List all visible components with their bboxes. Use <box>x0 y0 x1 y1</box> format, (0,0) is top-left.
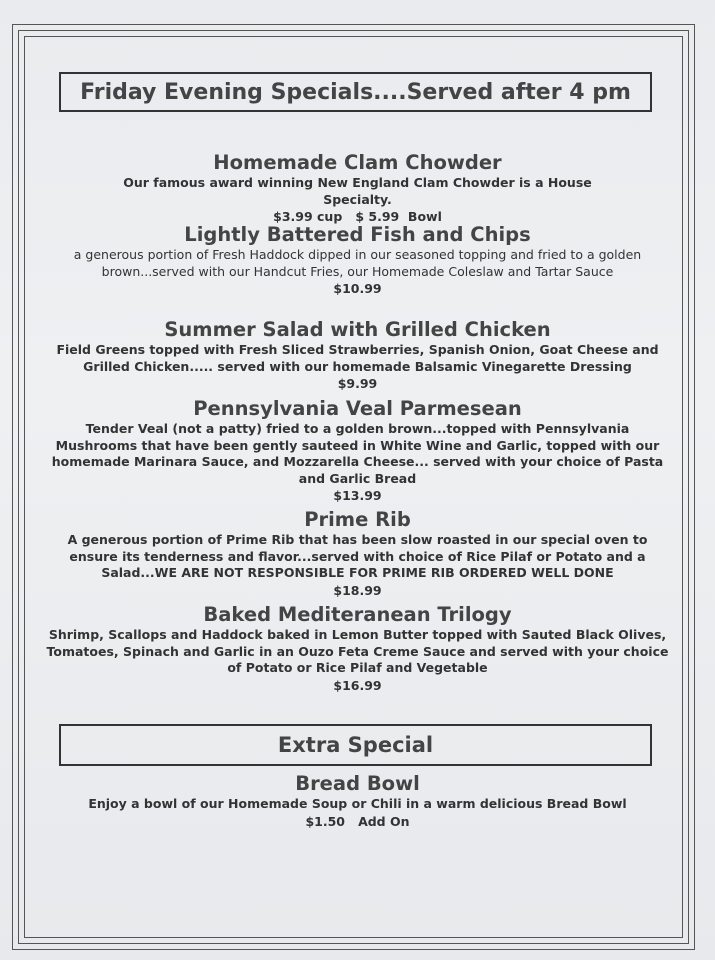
item-description: A generous portion of Prime Rib that has been slow roasted in our special oven to ensure its tenderness and flavor...served with choice of Rice Pilaf or Potato and a Salad...WE ARE NOT RESPONSIBLE FOR PRIME RIB ORDERED WELL DONE <box>67 532 648 580</box>
item-name: Pennsylvania Veal Parmesean <box>193 397 522 420</box>
item-description: Shrimp, Scallops and Haddock baked in Lemon Butter topped with Sauted Black Olives, Tomatoes, Spinach and Garlic in an Ouzo Feta Creme Sauce and served with your choice of Potato or Rice Pilaf and Vegetable <box>46 627 669 675</box>
item-price: $3.99 cup $ 5.99 Bowl <box>273 209 442 224</box>
item-name: Lightly Battered Fish and Chips <box>184 223 531 246</box>
item-price: $16.99 <box>333 677 382 693</box>
extra-special-heading: Extra Special <box>59 724 652 766</box>
menu-item-prime-rib <box>40 508 675 599</box>
item-name: Prime Rib <box>304 508 411 531</box>
menu-item-fish-and-chips <box>40 223 675 297</box>
item-name: Baked Mediteranean Trilogy <box>203 603 512 626</box>
item-price: $18.99 <box>333 582 382 598</box>
item-description: Enjoy a bowl of our Homemade Soup or Chili in a warm delicious Bread Bowl <box>88 796 627 811</box>
item-name: Summer Salad with Grilled Chicken <box>164 318 551 341</box>
item-description: a generous portion of Fresh Haddock dipped in our seasoned topping and fried to a golden brown...served with our Handcut Fries, our Homemade Coleslaw and Tartar Sauce <box>73 247 642 279</box>
item-description: Tender Veal (not a patty) fried to a golden brown...topped with Pennsylvania Mushrooms that have been gently sauteed in White Wine and Garlic, topped with our homemade Marinara Sauce, and Mozzarella Cheese... served with your choice of Pasta and Garlic Bread <box>51 421 664 486</box>
item-price: $1.50 Add On <box>305 813 410 829</box>
item-price: $13.99 <box>333 488 382 503</box>
item-name: Bread Bowl <box>295 772 420 795</box>
menu-item-bread-bowl <box>40 772 675 830</box>
menu-item-summer-salad <box>40 318 675 392</box>
item-name: Homemade Clam Chowder <box>213 151 502 174</box>
menu-item-veal-parmesean <box>40 397 675 504</box>
item-description: Our famous award winning New England Clam Chowder is a House Specialty. <box>123 175 592 207</box>
menu-item-clam-chowder <box>40 151 675 225</box>
page-title: Friday Evening Specials....Served after 4 pm <box>59 72 652 112</box>
item-price: $10.99 <box>333 281 382 296</box>
item-description: Field Greens topped with Fresh Sliced Strawberries, Spanish Onion, Goat Cheese and Grilled Chicken..... served with our homemade Balsamic Vinegarette Dressing <box>56 342 659 374</box>
item-price: $9.99 <box>337 376 378 391</box>
menu-item-mediteranean-trilogy <box>40 603 675 694</box>
